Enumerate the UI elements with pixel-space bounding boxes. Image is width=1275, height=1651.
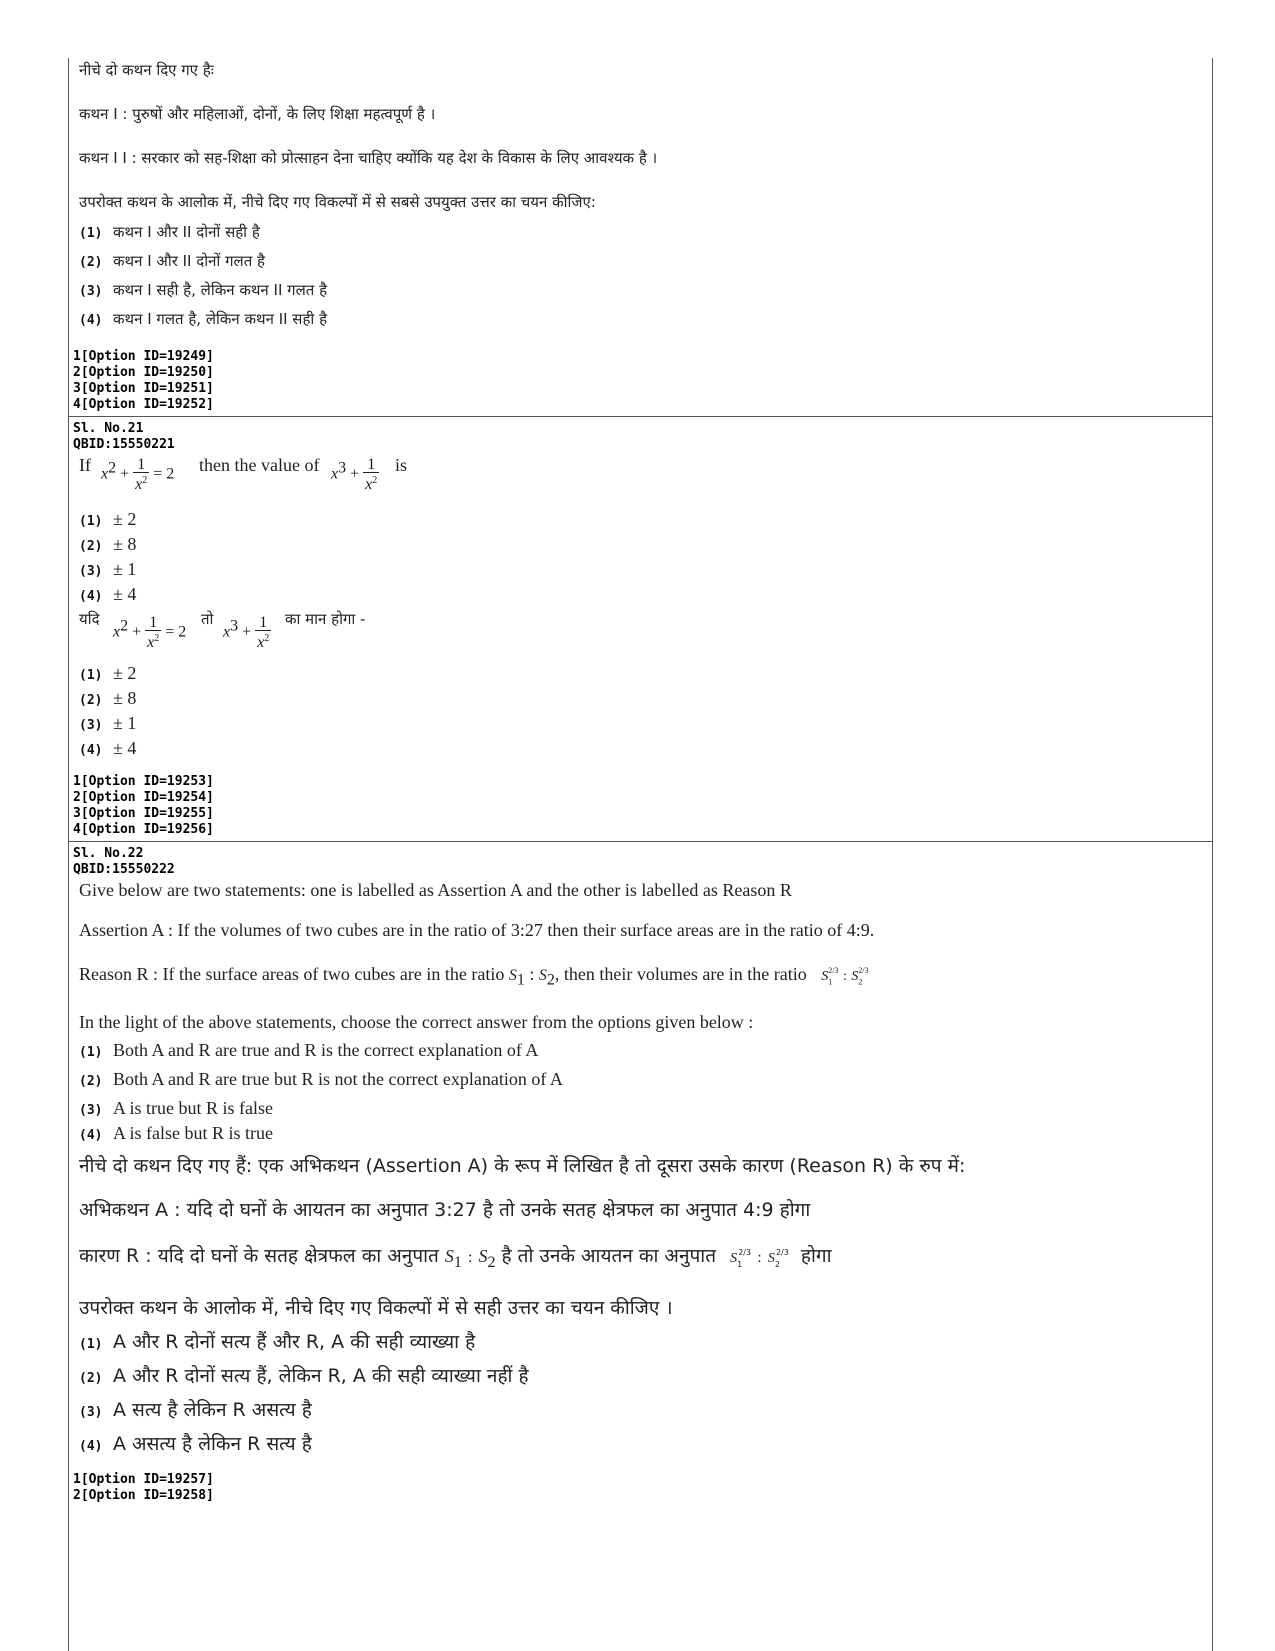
question-20-block xyxy=(69,58,1212,416)
q21-header xyxy=(73,421,175,453)
q21-is: is xyxy=(395,455,408,475)
q22-reason-en: Reason R : If the surface areas of two cubes are in the ratio $S_1$ : $S_2$, then their volumes are in the ratio $S_1^{2/3}$ : $S_2^{2/3}$ xyxy=(79,964,869,989)
q21-en-option-2: (2) ± 8 xyxy=(79,534,137,554)
option-id: 2[Option ID=19250] xyxy=(73,365,214,380)
question-21-block xyxy=(69,416,1212,841)
option-text: कथन I और II दोनों सही है xyxy=(113,223,260,241)
qbid: QBID:15550221 xyxy=(73,437,175,452)
q21-hi-option-4: (4) ± 4 xyxy=(79,738,137,758)
q20-option-ids xyxy=(73,349,214,413)
q20-statement-1: कथन I : पुरुषों और महिलाओं, दोनों, के लिए शिक्षा महत्वपूर्ण है । xyxy=(79,105,436,123)
q22-assertion-hi: अभिकथन A : यदि दो घनों के आयतन का अनुपात 3:27 है तो उनके सतह क्षेत्रफल का अनुपात 4:9 होगा xyxy=(79,1199,811,1221)
option-id: 1[Option ID=19249] xyxy=(73,349,214,364)
q22-hi-option-4: (4) A असत्य है लेकिन R सत्य है xyxy=(79,1433,312,1455)
q20-option-2 xyxy=(79,251,265,271)
option-id: 2[Option ID=19258] xyxy=(73,1488,214,1503)
q22-prompt-hi: उपरोक्त कथन के आलोक में, नीचे दिए गए विकल्पों में से सही उत्तर का चयन कीजिए । xyxy=(79,1297,673,1319)
option-number: (4) xyxy=(79,313,103,328)
q22-hi-option-1: (1) A और R दोनों सत्य हैं और R, A की सही व्याख्या है xyxy=(79,1331,476,1353)
q21-hi-option-1: (1) ± 2 xyxy=(79,663,137,683)
q22-header xyxy=(73,846,175,878)
q22-en-option-4: (4) A is false but R is true xyxy=(79,1123,273,1143)
option-number: (2) xyxy=(79,255,103,270)
q20-prompt: उपरोक्त कथन के आलोक में, नीचे दिए गए विकल्पों में से सबसे उपयुक्त उत्तर का चयन कीजिए: xyxy=(79,193,596,211)
q21-equation: $x^2$ + $\frac{1}{x^2}$ = 2 xyxy=(101,456,175,493)
q21-hi-option-3: (3) ± 1 xyxy=(79,713,137,733)
q22-option-ids xyxy=(73,1472,214,1504)
q20-option-3 xyxy=(79,280,327,300)
q21-en-option-1: (1) ± 2 xyxy=(79,509,137,529)
option-id: 2[Option ID=19254] xyxy=(73,790,214,805)
option-id: 3[Option ID=19255] xyxy=(73,806,214,821)
option-id: 1[Option ID=19257] xyxy=(73,1472,214,1487)
q22-reason-hi: कारण R : यदि दो घनों के सतह क्षेत्रफल का अनुपात $S_1$ : $S_2$ है तो उनके आयतन का अनुपात $S_1^{2/3}$ : $S_2^{2/3}$ होगा xyxy=(79,1245,832,1271)
q21-question-en xyxy=(79,455,1202,501)
q21-hi-is: का मान होगा - xyxy=(285,610,366,628)
q21-then: then the value of xyxy=(199,455,320,475)
q20-statement-2: कथन I I : सरकार को सह-शिक्षा को प्रोत्साहन देना चाहिए क्योंकि यह देश के विकास के लिए आवश्यक है । xyxy=(79,149,658,167)
q21-hi-option-2: (2) ± 8 xyxy=(79,688,137,708)
serial-number: Sl. No.22 xyxy=(73,846,144,861)
q20-option-4 xyxy=(79,309,327,329)
option-text: कथन I और II दोनों गलत है xyxy=(113,252,265,270)
q22-assertion-en: Assertion A : If the volumes of two cubes are in the ratio of 3:27 then their surface areas are in the ratio of 4:9. xyxy=(79,920,875,940)
q21-hi-expression: $x^3$ + $\frac{1}{x^2}$ xyxy=(223,614,270,651)
qbid: QBID:15550222 xyxy=(73,862,175,877)
option-text: कथन I सही है, लेकिन कथन II गलत है xyxy=(113,281,328,299)
q21-question-hi xyxy=(79,609,1202,655)
option-text: कथन I गलत है, लेकिन कथन II सही है xyxy=(113,310,328,328)
ratio-expression: $S_1^{2/3}$ : $S_2^{2/3}$ xyxy=(821,966,869,987)
q22-hi-option-3: (3) A सत्य है लेकिन R असत्य है xyxy=(79,1399,312,1421)
q21-expression: $x^3$ + $\frac{1}{x^2}$ xyxy=(331,456,378,493)
q21-en-option-4: (4) ± 4 xyxy=(79,584,137,604)
q22-intro-hi: नीचे दो कथन दिए गए हैं: एक अभिकथन (Assertion A) के रूप में लिखित है तो दूसरा उसके कारण (Reason R) के रुप में: xyxy=(79,1155,966,1177)
q22-en-option-1: (1) Both A and R are true and R is the correct explanation of A xyxy=(79,1040,539,1060)
serial-number: Sl. No.21 xyxy=(73,421,144,436)
option-number: (3) xyxy=(79,284,103,299)
q22-en-option-3: (3) A is true but R is false xyxy=(79,1098,273,1118)
option-id: 4[Option ID=19256] xyxy=(73,822,214,837)
option-number: (1) xyxy=(79,226,103,241)
question-22-block xyxy=(69,841,1212,1651)
option-id: 1[Option ID=19253] xyxy=(73,774,214,789)
q21-hi-if: यदि xyxy=(79,610,100,628)
q22-intro-en: Give below are two statements: one is labelled as Assertion A and the other is labelled as Reason R xyxy=(79,880,792,900)
q22-en-option-2: (2) Both A and R are true but R is not the correct explanation of A xyxy=(79,1069,563,1089)
q21-en-option-3: (3) ± 1 xyxy=(79,559,137,579)
q20-option-1 xyxy=(79,222,260,242)
q21-hi-then: तो xyxy=(201,610,214,628)
question-paper-frame xyxy=(68,58,1213,1651)
q22-hi-option-2: (2) A और R दोनों सत्य हैं, लेकिन R, A की सही व्याख्या नहीं है xyxy=(79,1365,529,1387)
ratio-expression-hi: $S_1^{2/3}$ : $S_2^{2/3}$ xyxy=(730,1247,789,1269)
q20-intro: नीचे दो कथन दिए गए हैः xyxy=(79,61,214,79)
q22-prompt-en: In the light of the above statements, choose the correct answer from the options given below : xyxy=(79,1012,754,1032)
option-id: 3[Option ID=19251] xyxy=(73,381,214,396)
option-id: 4[Option ID=19252] xyxy=(73,397,214,412)
q21-hi-equation: $x^2$ + $\frac{1}{x^2}$ = 2 xyxy=(113,614,187,651)
q21-if: If xyxy=(79,455,91,475)
q21-option-ids xyxy=(73,774,214,838)
